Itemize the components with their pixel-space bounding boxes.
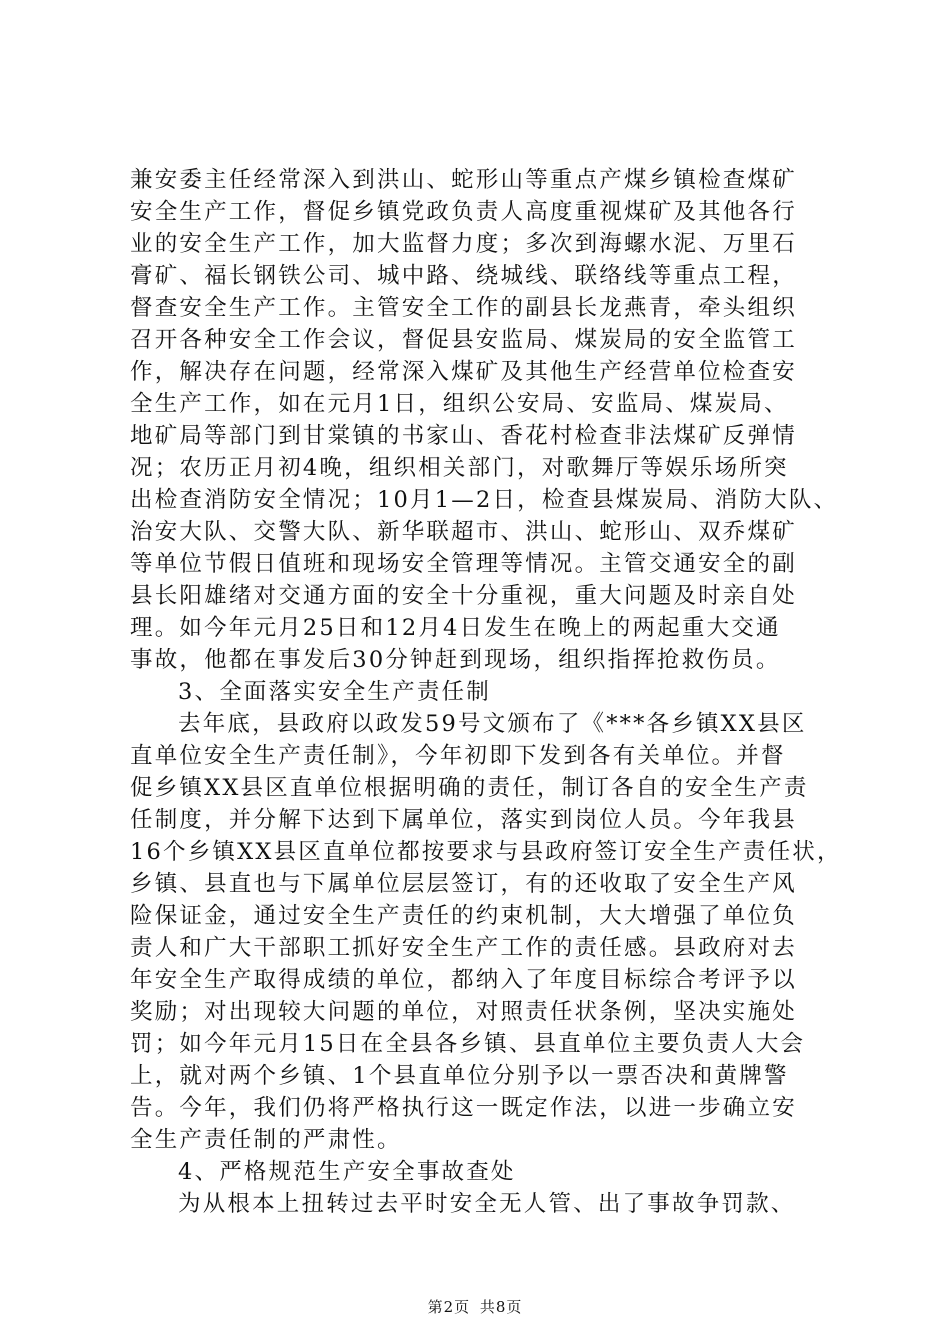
text-line: 作，解决存在问题，经常深入煤矿及其他生产经营单位检查安 xyxy=(130,359,797,385)
text-line: 等单位节假日值班和现场安全管理等情况。主管交通安全的副 xyxy=(130,551,797,577)
text-line: 险保证金，通过安全生产责任的约束机制，大大增强了单位负 xyxy=(130,903,797,929)
text-line: 任制度，并分解下达到下属单位，落实到岗位人员。今年我县 xyxy=(130,807,797,833)
text-line: 年安全生产取得成绩的单位，都纳入了年度目标综合考评予以 xyxy=(130,967,797,993)
text-line: 县长阳雄绪对交通方面的安全十分重视，重大问题及时亲自处 xyxy=(130,583,797,609)
text-line: 况；农历正月初4晚，组织相关部门，对歌舞厅等娱乐场所突 xyxy=(130,455,789,481)
text-line: 乡镇、县直也与下属单位层层签订，有的还收取了安全生产风 xyxy=(130,871,797,897)
text-line: 地矿局等部门到甘棠镇的书家山、香花村检查非法煤矿反弹情 xyxy=(130,423,797,449)
text-line: 16个乡镇XX县区直单位都按要求与县政府签订安全生产责任状， xyxy=(130,839,842,865)
text-line: 罚；如今年元月15日在全县各乡镇、县直单位主要负责人大会 xyxy=(130,1031,806,1057)
document-body xyxy=(130,164,842,1220)
paragraph-first-line: 去年底，县政府以政发59号文颁布了《***各乡镇XX县区 xyxy=(178,711,807,737)
text-line: 安全生产工作，督促乡镇党政负责人高度重视煤矿及其他各行 xyxy=(130,199,797,225)
text-line: 告。今年，我们仍将严格执行这一既定作法，以进一步确立安 xyxy=(130,1095,797,1121)
section-heading: 3、全面落实安全生产责任制 xyxy=(178,679,491,705)
text-line: 促乡镇XX县区直单位根据明确的责任，制订各自的安全生产责 xyxy=(130,775,809,801)
text-line: 出检查消防安全情况；10月1—2日，检查县煤炭局、消防大队、 xyxy=(130,487,839,513)
text-line: 召开各种安全工作会议，督促县安监局、煤炭局的安全监管工 xyxy=(130,327,797,353)
text-line: 事故，他都在事发后30分钟赶到现场，组织指挥抢救伤员。 xyxy=(130,647,781,673)
page-number: 第2页 xyxy=(427,1298,471,1316)
text-line: 全生产责任制的严肃性。 xyxy=(130,1127,402,1153)
page-total: 共8页 xyxy=(479,1298,523,1316)
text-line: 责人和广大干部职工抓好安全生产工作的责任感。县政府对去 xyxy=(130,935,797,961)
paragraph-first-line: 为从根本上扭转过去平时安全无人管、出了事故争罚款、 xyxy=(178,1191,796,1217)
section-heading: 4、严格规范生产安全事故查处 xyxy=(178,1159,516,1185)
page-footer xyxy=(0,1296,950,1317)
text-line: 膏矿、福长钢铁公司、城中路、绕城线、联络线等重点工程， xyxy=(130,263,797,289)
text-line: 督查安全生产工作。主管安全工作的副县长龙燕青，牵头组织 xyxy=(130,295,797,321)
text-line: 直单位安全生产责任制》，今年初即下发到各有关单位。并督 xyxy=(130,743,786,769)
text-line: 奖励；对出现较大问题的单位，对照责任状条例，坚决实施处 xyxy=(130,999,797,1025)
text-line: 全生产工作，如在元月1日，组织公安局、安监局、煤炭局、 xyxy=(130,391,789,417)
text-line: 业的安全生产工作，加大监督力度；多次到海螺水泥、万里石 xyxy=(130,231,797,257)
text-line: 理。如今年元月25日和12月4日发生在晚上的两起重大交通 xyxy=(130,615,781,641)
text-line: 兼安委主任经常深入到洪山、蛇形山等重点产煤乡镇检查煤矿 xyxy=(130,167,797,193)
text-line: 治安大队、交警大队、新华联超市、洪山、蛇形山、双乔煤矿 xyxy=(130,519,797,545)
text-line: 上，就对两个乡镇、1个县直单位分别予以一票否决和黄牌警 xyxy=(130,1063,789,1089)
